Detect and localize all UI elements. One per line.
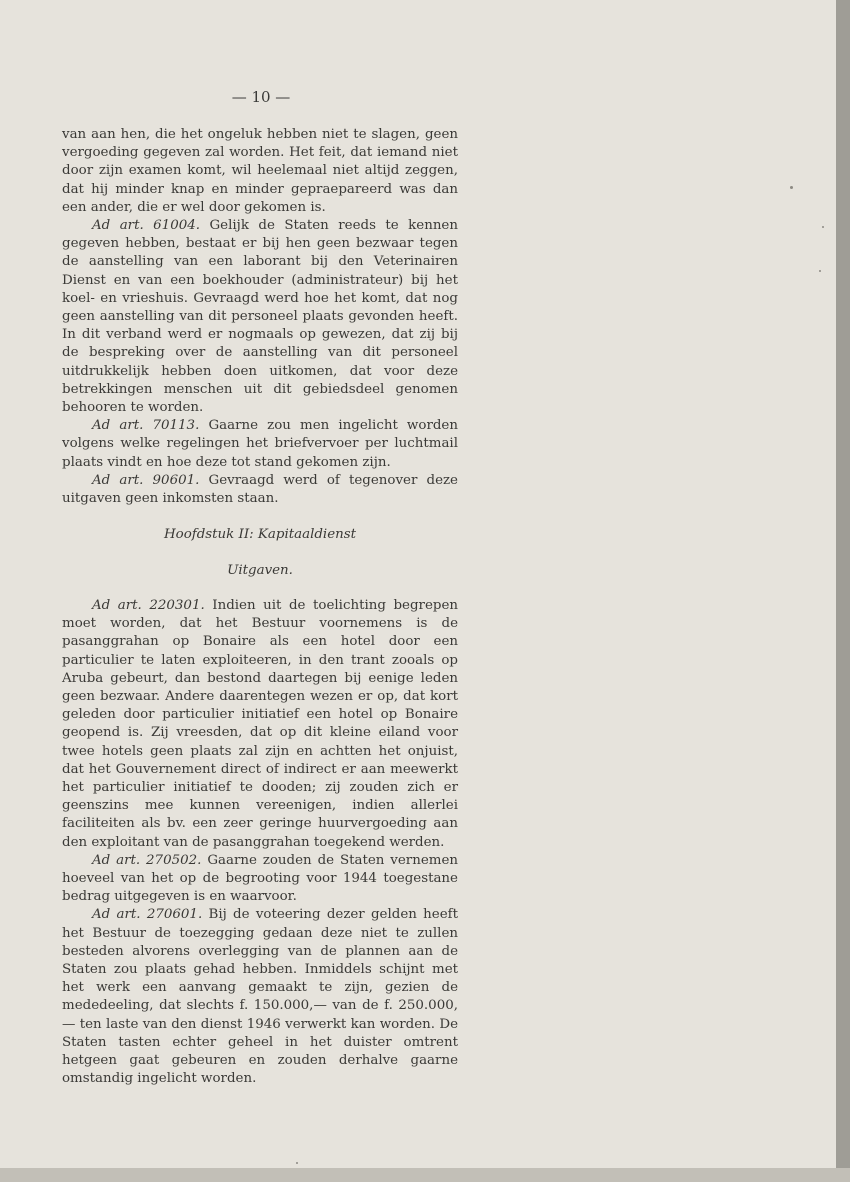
paragraph xyxy=(62,472,458,508)
paragraph-text: Indien uit de toelichting begrepen moet worden, dat het Bestuur voornemens is de pasanggrahan op Bonaire als een hotel door een particulier te laten exploiteeren, in den trant zooals op Aruba gebeurt, dan bestond daartegen bij eenige leden geen bezwaar. Andere daarentegen wezen er op, dat kort geleden door particulier initiatief een hotel op Bonaire geopend is. Zij vreesden, dat op dit kleine eiland voor twee hotels geen plaats zal zijn en achtten het onjuist, dat het Gouvernement direct of indirect er aan meewerkt het particulier initiatief te dooden; zij zouden zich er geenszins mee kunnen vereenigen, indien allerlei faciliteiten als bv. een zeer geringe huurvergoeding aan den exploitant van de pasanggrahan toegekend werden. xyxy=(62,598,458,850)
paper-speck xyxy=(822,226,824,228)
subsection-heading: Uitgaven. xyxy=(227,563,293,578)
paragraph xyxy=(62,852,458,907)
paper-speck xyxy=(790,186,793,189)
section-heading: Hoofdstuk II: Kapitaaldienst xyxy=(163,527,357,542)
paragraph-text: Gaarne zou men ingelicht worden volgens welke regelingen het briefvervoer per luchtmail plaats vindt en hoe deze tot stand gekomen zijn. xyxy=(62,418,458,470)
paragraph xyxy=(62,217,458,417)
page-edge-bottom xyxy=(0,1168,850,1182)
article-ref: Ad art. 270502. xyxy=(92,852,202,868)
article-ref: Ad art. 220301. xyxy=(92,598,205,613)
article-ref: Ad art. 61004. xyxy=(92,218,201,234)
article-ref: Ad art. 70113. xyxy=(92,418,200,434)
paper-speck xyxy=(819,270,821,272)
paragraph-text: van aan hen, die het ongeluk hebben niet te slagen, geen vergoeding gegeven zal worden. Het feit, dat iemand niet door zijn examen komt, wil heelemaal niet altijd zeggen, dat hij minder knap en minder gepraepareerd was dan een ander, die er wel door gekomen is. xyxy=(62,127,458,215)
paper-speck xyxy=(296,1162,298,1164)
paragraph-text: Gaarne zouden de Staten vernemen hoeveel van het op de begrooting voor 1944 toegestane bedrag uitgegeven is en waarvoor. xyxy=(62,852,458,905)
paragraph xyxy=(62,597,458,852)
paragraph xyxy=(62,126,458,217)
article-ref: Ad art. 270601. xyxy=(92,907,203,923)
paragraph xyxy=(62,906,458,1088)
page-edge-shadow xyxy=(836,0,850,1182)
paragraph-text: Bij de voteering dezer gelden heeft het Bestuur de toezegging gedaan deze niet te zullen besteden alvorens overlegging van de plannen aan de Staten zou plaats gehad hebben. Inmiddels schijnt met het werk een aanvang gemaakt te zijn, gezien de mededeeling, dat slechts f. 150.000,— van de f. 250.000,— ten laste van den dienst 1946 verwerkt kan worden. De Staten tasten echter geheel in het duister omtrent hetgeen gaat gebeuren en zouden derhalve gaarne omstandig ingelicht worden. xyxy=(62,907,458,1087)
page-number: — 10 — xyxy=(231,88,291,106)
paragraph-text: Gevraagd werd of tegenover deze uitgaven geen inkomsten staan. xyxy=(62,472,458,507)
article-ref: Ad art. 90601. xyxy=(92,472,200,488)
text-block-top xyxy=(62,126,458,508)
paragraph-text: Gelijk de Staten reeds te kennen gegeven hebben, bestaat er bij hen geen bezwaar tegen de aanstelling van een laborant bij den Veterinairen Dienst en van een boekhouder (administrateur) bij het koel- en vrieshuis. Gevraagd werd hoe het komt, dat nog geen aanstelling van dit personeel plaats gevonden heeft. In dit verband werd er nogmaals op gewezen, dat zij bij de bespreking over de aanstelling van dit personeel uitdrukkelijk hebben doen uitkomen, dat voor deze betrekkingen menschen uit dit gebiedsdeel genomen behooren te worden. xyxy=(62,218,458,416)
text-block-bottom xyxy=(62,597,458,1088)
paragraph xyxy=(62,417,458,472)
